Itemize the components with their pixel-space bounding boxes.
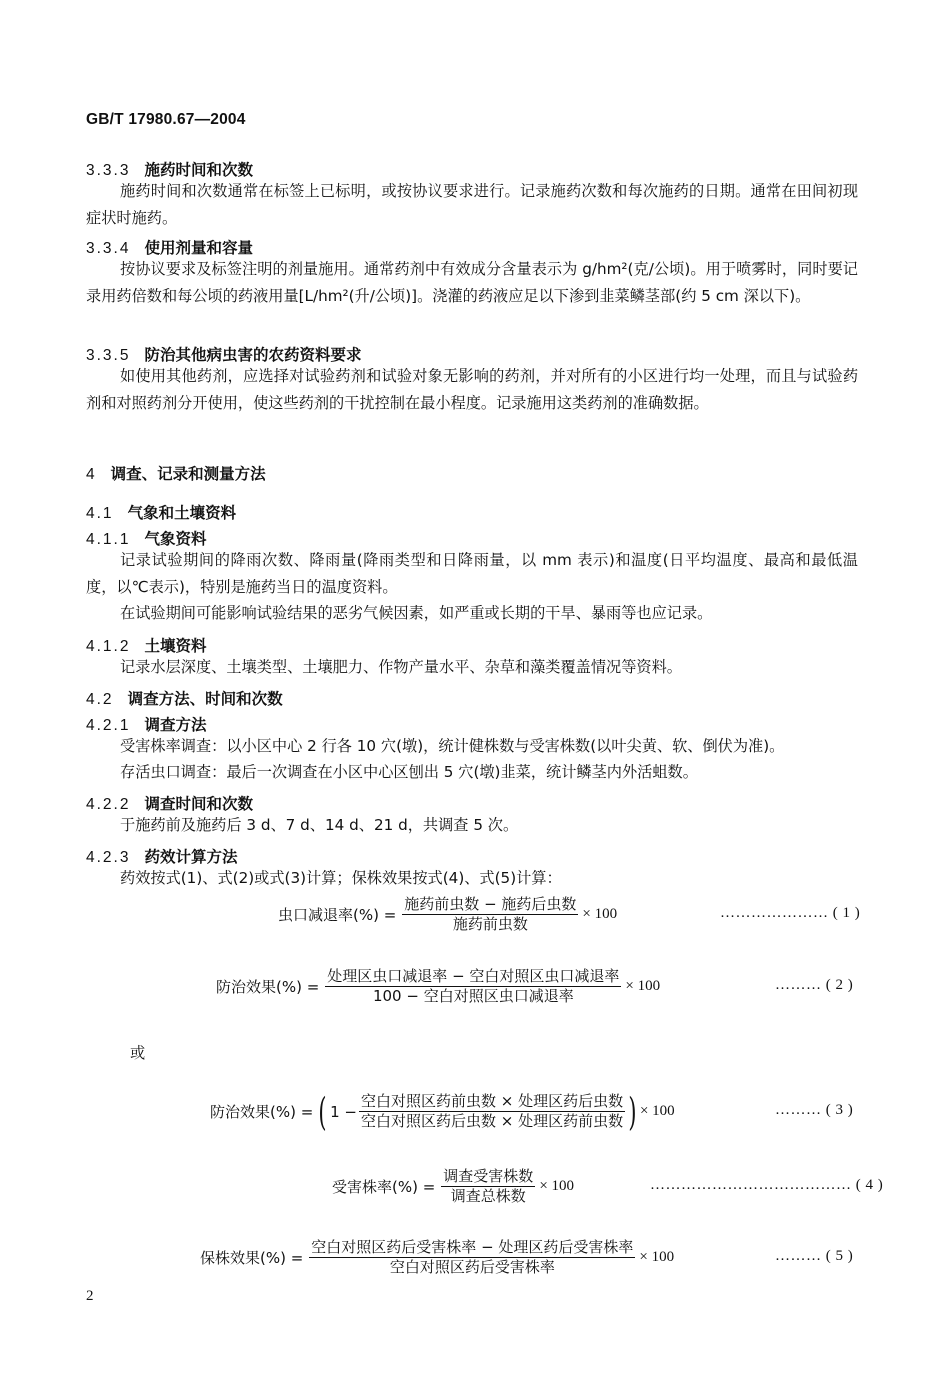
- denominator: 施药前虫数: [452, 915, 528, 933]
- paragraph-4-1-1-a: 记录试验期间的降雨次数、降雨量(降雨类型和日降雨量，以 mm 表示)和温度(日平均温度、最高和最低温度，以℃表示)，特别是施药当日的温度资料。: [86, 551, 858, 596]
- section-number: 3.3.4: [86, 240, 131, 257]
- section-title: 调查方法、时间和次数: [127, 690, 283, 708]
- formula-lhs: 受害株率(%) =: [332, 1178, 436, 1196]
- open-paren: (: [318, 1089, 327, 1134]
- section-title: 药效计算方法: [144, 848, 238, 866]
- formula-5: [200, 1238, 674, 1277]
- equation-number-1: ………………… ( 1 ): [720, 905, 861, 921]
- section-number: 4.1: [86, 505, 114, 522]
- times-100: × 100: [539, 1178, 575, 1194]
- section-title: 土壤资料: [144, 637, 207, 655]
- paragraph-4-2-2: 于施药前及施药后 3 d、7 d、14 d、21 d，共调查 5 次。: [120, 816, 519, 834]
- heading-3-3-5: [86, 343, 362, 365]
- paragraph-4-2-1-b: 存活虫口调查：最后一次调查在小区中心区刨出 5 穴(墩)韭菜，统计鳞茎内外活蛆数。: [120, 763, 698, 781]
- fraction: [309, 1238, 635, 1277]
- times-100: × 100: [625, 978, 661, 994]
- numerator: 空白对照区药后受害株率 − 处理区药后受害株率: [311, 1238, 634, 1256]
- denominator: 空白对照区药后受害株率: [389, 1258, 555, 1276]
- heading-4-2-2: [86, 792, 253, 814]
- heading-4: [86, 462, 266, 484]
- section-title: 气象和土壤资料: [127, 504, 237, 522]
- heading-4-1-1: [86, 527, 207, 549]
- section-number: 4: [86, 466, 97, 483]
- times-100: × 100: [582, 906, 618, 922]
- heading-4-1: [86, 501, 236, 523]
- section-number: 4.2.3: [86, 849, 131, 866]
- page-number: 2: [86, 1288, 94, 1304]
- section-number: 4.2: [86, 691, 114, 708]
- section-number: 4.1.1: [86, 531, 131, 548]
- numerator: 施药前虫数 − 施药后虫数: [404, 895, 577, 913]
- paragraph-3-3-5: 如使用其他药剂，应选择对试验药剂和试验对象无影响的药剂，并对所有的小区进行均一处理，而且与试验药剂和对照药剂分开使用，使这些药剂的干扰控制在最小程度。记录施用这类药剂的准确数据。: [86, 367, 858, 412]
- numerator: 处理区虫口减退率 − 空白对照区虫口减退率: [327, 967, 620, 985]
- paragraph-3-3-3: 施药时间和次数通常在标签上已标明，或按协议要求进行。记录施药次数和每次施药的日期。通常在田间初现症状时施药。: [86, 182, 858, 227]
- equation-number-3: ……… ( 3 ): [775, 1102, 854, 1118]
- fraction: [325, 967, 621, 1006]
- equation-number-4: ………………………………… ( 4 ): [650, 1177, 884, 1193]
- formula-lhs: 保株效果(%) =: [200, 1249, 304, 1267]
- section-number: 4.2.2: [86, 796, 131, 813]
- heading-3-3-4: [86, 236, 253, 258]
- section-number: 4.1.2: [86, 638, 131, 655]
- section-title: 气象资料: [144, 530, 207, 548]
- heading-3-3-3: [86, 158, 253, 180]
- section-title: 防治其他病虫害的农药资料要求: [144, 346, 362, 364]
- section-title: 施药时间和次数: [144, 161, 253, 179]
- close-paren: ): [628, 1089, 637, 1134]
- formula-lhs: 防治效果(%) =: [210, 1103, 314, 1121]
- heading-4-2-3: [86, 845, 238, 867]
- paragraph-3-3-4: 按协议要求及标签注明的剂量施用。通常药剂中有效成分含量表示为 g/hm²(克/公顷)。用于喷雾时，同时要记录用药倍数和每公顷的药液用量[L/hm²(升/公顷)]。浇灌的药液应足以下渗到韭菜鳞茎部(约 5 cm 深以下)。: [86, 260, 858, 305]
- equation-number-5: ……… ( 5 ): [775, 1248, 854, 1264]
- formula-lhs: 防治效果(%) =: [216, 978, 320, 996]
- one-minus: 1 −: [330, 1102, 358, 1121]
- denominator: 空白对照区药后虫数 × 处理区药前虫数: [361, 1112, 624, 1130]
- section-title: 使用剂量和容量: [144, 239, 253, 257]
- times-100: × 100: [639, 1103, 675, 1119]
- section-title: 调查方法: [144, 716, 207, 734]
- heading-4-1-2: [86, 634, 207, 656]
- denominator: 100 − 空白对照区虫口减退率: [372, 987, 574, 1005]
- formula-1: [278, 895, 617, 934]
- fraction: [359, 1092, 625, 1131]
- section-title: 调查时间和次数: [144, 795, 253, 813]
- numerator: 空白对照区药前虫数 × 处理区药后虫数: [361, 1092, 624, 1110]
- heading-4-2: [86, 687, 283, 709]
- section-number: 4.2.1: [86, 717, 131, 734]
- numerator: 调查受害株数: [443, 1167, 534, 1185]
- paragraph-4-1-2: 记录水层深度、土壤类型、土壤肥力、作物产量水平、杂草和藻类覆盖情况等资料。: [120, 658, 682, 676]
- paragraph-4-1-1-b: 在试验期间可能影响试验结果的恶劣气候因素，如严重或长期的干旱、暴雨等也应记录。: [120, 604, 713, 622]
- formula-2: [216, 967, 660, 1006]
- or-label: 或: [130, 1044, 146, 1062]
- fraction: [441, 1167, 535, 1206]
- equation-number-2: ……… ( 2 ): [775, 977, 854, 993]
- heading-4-2-1: [86, 713, 207, 735]
- formula-lhs: 虫口减退率(%) =: [278, 906, 397, 924]
- section-title: 调查、记录和测量方法: [110, 465, 266, 483]
- times-100: × 100: [639, 1249, 675, 1265]
- formula-3: [210, 1089, 675, 1134]
- section-number: 3.3.5: [86, 347, 131, 364]
- paragraph-4-2-1-a: 受害株率调查：以小区中心 2 行各 10 穴(墩)，统计健株数与受害株数(以叶尖黄、软、倒伏为准)。: [120, 737, 785, 755]
- paragraph-4-2-3: 药效按式(1)、式(2)或式(3)计算；保株效果按式(4)、式(5)计算：: [120, 869, 562, 887]
- denominator: 调查总株数: [450, 1187, 526, 1205]
- formula-4: [332, 1167, 574, 1206]
- standard-number: GB/T 17980.67—2004: [86, 111, 246, 128]
- fraction: [402, 895, 578, 934]
- section-number: 3.3.3: [86, 162, 131, 179]
